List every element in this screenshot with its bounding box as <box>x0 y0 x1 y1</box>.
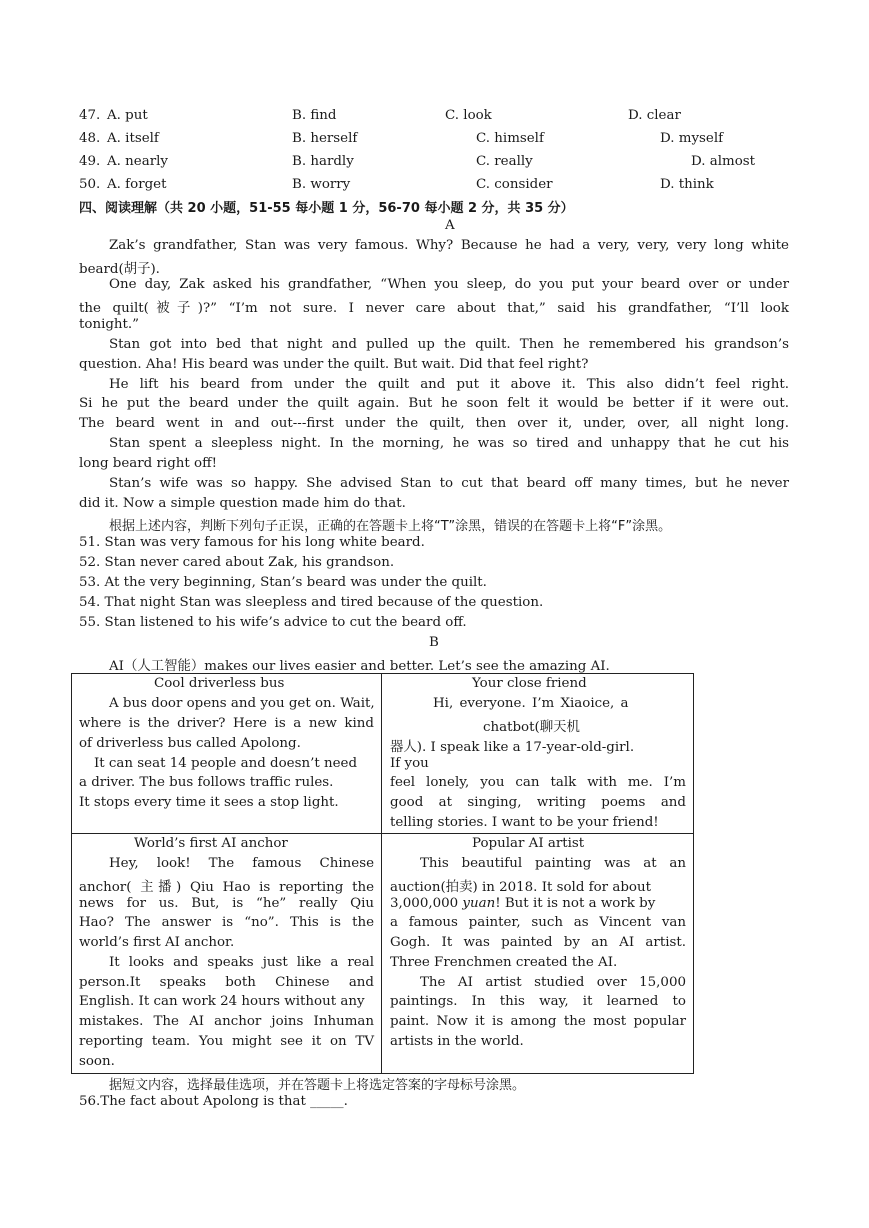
cell-line: auction(拍卖) in 2018. It sold for about <box>390 880 651 895</box>
passage-a-instruction: 根据上述内容，判断下列句子正误，正确的在答题卡上将“T”涂黑，错误的在答题卡上将“F”涂黑。 <box>109 519 672 534</box>
cell-title: Cool driverless bus <box>154 676 285 691</box>
question-53: 53. At the very beginning, Stan’s beard was under the quilt. <box>79 575 487 590</box>
line-tail: ! But it is not a work by <box>495 896 656 911</box>
option-a: A. put <box>107 108 148 123</box>
passage-a-line: question. Aha! His beard was under the quilt. But wait. Did that feel right? <box>79 357 589 372</box>
cell-title: Your close friend <box>472 676 587 691</box>
cell-line: where is the driver? Here is a new kind <box>79 716 374 731</box>
passage-a-line: One day, Zak asked his grandfather, “When you sleep, do you put your beard over or under <box>109 277 789 292</box>
question-number: 47. <box>79 108 101 123</box>
question-56: 56.The fact about Apolong is that _____. <box>79 1094 348 1109</box>
cell-line: It stops every time it sees a stop light. <box>79 795 339 810</box>
cell-line: paint. Now it is among the most popular <box>390 1014 686 1029</box>
cell-line: a famous painter, such as Vincent van <box>390 915 686 930</box>
cell-line: It can seat 14 people and doesn’t need <box>94 756 358 771</box>
passage-a-line: the quilt(被子)?” “I’m not sure. I never care about that,” said his grandfather, “I’ll look <box>79 301 789 316</box>
cell-line: person.It speaks both Chinese and <box>79 975 374 990</box>
cell-line: A bus door opens and you get on. Wait, <box>109 696 375 711</box>
passage-a-line: He lift his beard from under the quilt and put it above it. This also didn’t feel right. <box>109 377 789 392</box>
option-c: C. look <box>445 108 492 123</box>
cell-title: Popular AI artist <box>472 836 585 851</box>
cell-line: mistakes. The AI anchor joins Inhuman <box>79 1014 374 1029</box>
question-number: 48. <box>79 131 101 146</box>
option-d: D. think <box>660 177 714 192</box>
cell-ai-anchor <box>72 834 382 1074</box>
passage-a-line: beard(胡子). <box>79 262 160 277</box>
cell-line: telling stories. I want to be your friend! <box>390 815 659 830</box>
cell-line: reporting team. You might see it on TV <box>79 1034 374 1049</box>
option-d: D. almost <box>691 154 756 169</box>
cell-line: artists in the world. <box>390 1034 524 1049</box>
option-a: A. forget <box>107 177 167 192</box>
cell-line: of driverless bus called Apolong. <box>79 736 301 751</box>
passage-a-line: long beard right off! <box>79 456 217 471</box>
cell-line: If you <box>390 756 429 771</box>
currency-text: yuan <box>462 896 496 911</box>
option-b: B. find <box>292 108 337 123</box>
option-b: B. hardly <box>292 154 354 169</box>
passage-b-label: B <box>429 635 439 650</box>
question-number: 50. <box>79 177 101 192</box>
option-b: B. worry <box>292 177 351 192</box>
cell-line: news for us. But, is “he” really Qiu <box>79 896 374 911</box>
passage-a-line: The beard went in and out---first under the quilt, then over it, under, over, all night long. <box>79 416 789 431</box>
cell-line: anchor( 主播) Qiu Hao is reporting the <box>79 880 374 895</box>
cell-line: Hi, everyone. I’m Xiaoice, a <box>433 696 629 711</box>
question-number: 49. <box>79 154 101 169</box>
passage-a-line: Si he put the beard under the quilt again. But he soon felt it would be better if it were out. <box>79 396 789 411</box>
cell-line: feel lonely, you can talk with me. I’m <box>390 775 686 790</box>
passage-b-intro: AI（人工智能）makes our lives easier and better. Let’s see the amazing AI. <box>109 659 610 674</box>
passage-b-instruction: 据短文内容，选择最佳选项，并在答题卡上将选定答案的字母标号涂黑。 <box>109 1078 526 1093</box>
cell-line: Hao? The answer is “no”. This is the <box>79 915 374 930</box>
passage-a-line: Stan spent a sleepless night. In the morning, he was so tired and unhappy that he cut his <box>109 436 789 451</box>
cell-line: good at singing, writing poems and <box>390 795 686 810</box>
ai-table <box>71 673 694 1074</box>
question-51: 51. Stan was very famous for his long white beard. <box>79 535 425 550</box>
option-b: B. herself <box>292 131 358 146</box>
cell-line: chatbot(聊天机 <box>483 720 580 735</box>
cell-line: a driver. The bus follows traffic rules. <box>79 775 334 790</box>
option-d: D. myself <box>660 131 724 146</box>
question-54: 54. That night Stan was sleepless and tired because of the question. <box>79 595 544 610</box>
cell-line: English. It can work 24 hours without any <box>79 994 365 1009</box>
passage-a-line: Zak’s grandfather, Stan was very famous. Why? Because he had a very, very, very long white <box>109 238 789 253</box>
option-c: C. consider <box>476 177 553 192</box>
option-c: C. really <box>476 154 533 169</box>
option-d: D. clear <box>628 108 681 123</box>
section-heading: 四、阅读理解（共 20 小题，51-55 每小题 1 分，56-70 每小题 2 分，共 35 分） <box>79 201 574 216</box>
option-a: A. nearly <box>107 154 168 169</box>
cell-line: Hey, look! The famous Chinese <box>109 856 374 871</box>
cell-line <box>390 896 655 911</box>
cell-line: paintings. In this way, it learned to <box>390 994 686 1009</box>
cell-line: soon. <box>79 1054 115 1069</box>
passage-a-line: tonight.” <box>79 317 140 332</box>
cell-line: The AI artist studied over 15,000 <box>420 975 686 990</box>
cell-ai-artist <box>382 834 694 1074</box>
question-52: 52. Stan never cared about Zak, his grandson. <box>79 555 395 570</box>
amount-text: 3,000,000 <box>390 896 463 911</box>
cell-line: Gogh. It was painted by an AI artist. <box>390 935 686 950</box>
passage-a-line: did it. Now a simple question made him do that. <box>79 496 406 511</box>
cell-line: It looks and speaks just like a real <box>109 955 374 970</box>
cell-line: Three Frenchmen created the AI. <box>390 955 618 970</box>
passage-a-label: A <box>445 218 455 233</box>
option-a: A. itself <box>107 131 159 146</box>
cell-driverless-bus <box>72 674 382 834</box>
question-55: 55. Stan listened to his wife’s advice to cut the beard off. <box>79 615 467 630</box>
cell-close-friend <box>382 674 694 834</box>
cell-line: world’s first AI anchor. <box>79 935 235 950</box>
cell-line: This beautiful painting was at an <box>420 856 686 871</box>
option-c: C. himself <box>476 131 544 146</box>
passage-a-line: Stan got into bed that night and pulled up the quilt. Then he remembered his grandson’s <box>109 337 789 352</box>
cell-title: World’s first AI anchor <box>134 836 288 851</box>
cell-line: 器人). I speak like a 17-year-old-girl. <box>390 740 635 755</box>
passage-a-line: Stan’s wife was so happy. She advised Stan to cut that beard off many times, but he never <box>109 476 789 491</box>
